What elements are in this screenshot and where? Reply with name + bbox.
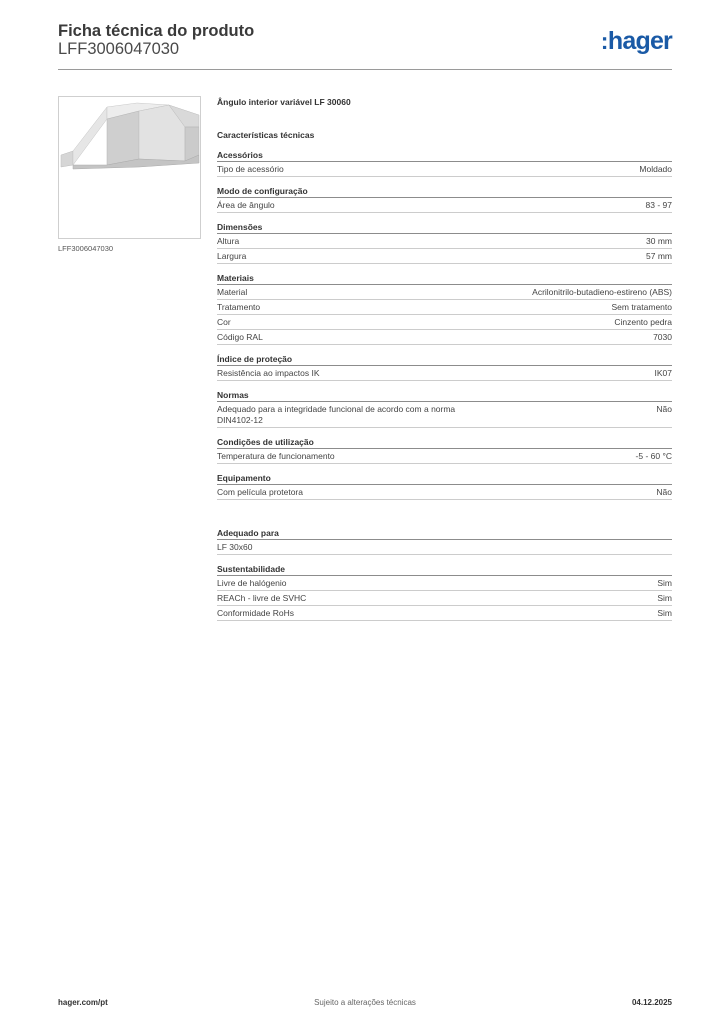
spec-label: Temperatura de funcionamento bbox=[217, 451, 335, 461]
spec-label: Altura bbox=[217, 236, 240, 246]
spec-label: Com película protetora bbox=[217, 487, 303, 497]
spec-section-suitable-for bbox=[217, 527, 672, 555]
logo-mark: : bbox=[600, 27, 608, 54]
spec-value: 83 - 97 bbox=[645, 200, 672, 210]
spec-row bbox=[217, 249, 672, 264]
spec-section-equipment bbox=[217, 472, 672, 500]
spec-value: Sem tratamento bbox=[611, 302, 672, 312]
product-image bbox=[58, 96, 201, 239]
spec-row bbox=[217, 285, 672, 300]
spec-row bbox=[217, 402, 672, 428]
hager-logo bbox=[601, 28, 672, 54]
spec-label: Cor bbox=[217, 317, 231, 327]
spec-label: Tratamento bbox=[217, 302, 261, 312]
spec-section-sustainability bbox=[217, 563, 672, 621]
section-title: Índice de proteção bbox=[217, 353, 672, 366]
spec-row bbox=[217, 485, 672, 500]
spec-section-configuration bbox=[217, 185, 672, 213]
spec-section-protection bbox=[217, 353, 672, 381]
section-title: Adequado para bbox=[217, 527, 672, 540]
spec-section-conditions bbox=[217, 436, 672, 464]
spec-value: Sim bbox=[657, 578, 672, 588]
header-divider bbox=[58, 69, 672, 70]
page-header bbox=[58, 22, 672, 70]
section-title: Sustentabilidade bbox=[217, 563, 672, 576]
spec-value: -5 - 60 °C bbox=[635, 451, 672, 461]
spec-label: Adequado para a integridade funcional de acordo com a norma DIN4102-12 bbox=[217, 404, 456, 425]
spec-row bbox=[217, 315, 672, 330]
spec-label: Largura bbox=[217, 251, 247, 261]
footer-website-link[interactable]: hager.com/pt bbox=[58, 998, 108, 1007]
spec-row bbox=[217, 576, 672, 591]
spec-row bbox=[217, 234, 672, 249]
spec-label: Tipo de acessório bbox=[217, 164, 284, 174]
logo-text: hager bbox=[607, 26, 672, 55]
spec-value: 7030 bbox=[653, 332, 672, 342]
spec-value: IK07 bbox=[654, 368, 672, 378]
page-footer bbox=[58, 998, 672, 1010]
specification-content bbox=[217, 96, 672, 621]
spec-row bbox=[217, 606, 672, 621]
angle-fitting-illustration bbox=[59, 97, 200, 238]
spec-label: LF 30x60 bbox=[217, 542, 253, 552]
image-caption: LFF3006047030 bbox=[58, 244, 114, 253]
spec-row bbox=[217, 330, 672, 345]
spec-label: Conformidade RoHs bbox=[217, 608, 295, 618]
spec-value: Moldado bbox=[639, 164, 672, 174]
section-title: Condições de utilização bbox=[217, 436, 672, 449]
spec-label: Livre de halógenio bbox=[217, 578, 287, 588]
spec-row bbox=[217, 540, 672, 555]
spec-value: Sim bbox=[657, 593, 672, 603]
section-title: Normas bbox=[217, 389, 672, 402]
section-title: Materiais bbox=[217, 272, 672, 285]
spec-label: REACh - livre de SVHC bbox=[217, 593, 307, 603]
section-title: Dimensões bbox=[217, 221, 672, 234]
spec-row bbox=[217, 300, 672, 315]
section-title: Acessórios bbox=[217, 149, 672, 162]
spec-label: Material bbox=[217, 287, 248, 297]
spec-section-standards bbox=[217, 389, 672, 428]
spec-section-materials bbox=[217, 272, 672, 345]
product-title: Ângulo interior variável LF 30060 bbox=[217, 97, 351, 107]
spec-label: Área de ângulo bbox=[217, 200, 275, 210]
spec-value: Acrilonitrilo-butadieno-estireno (ABS) bbox=[532, 287, 672, 297]
spec-row bbox=[217, 366, 672, 381]
document-title: Ficha técnica do produto bbox=[58, 22, 255, 40]
footer-date: 04.12.2025 bbox=[631, 998, 672, 1007]
footer-disclaimer: Sujeito a alterações técnicas bbox=[314, 998, 416, 1007]
spec-row bbox=[217, 591, 672, 606]
spec-value: Não bbox=[656, 404, 672, 414]
spec-value: Cinzento pedra bbox=[614, 317, 672, 327]
spec-value: 57 mm bbox=[646, 251, 672, 261]
section-title: Modo de configuração bbox=[217, 185, 672, 198]
spec-row bbox=[217, 162, 672, 177]
spec-section-accessories bbox=[217, 149, 672, 177]
spec-row bbox=[217, 449, 672, 464]
spec-value: 30 mm bbox=[646, 236, 672, 246]
product-code: LFF3006047030 bbox=[58, 40, 180, 58]
section-title: Equipamento bbox=[217, 472, 672, 485]
spec-section-dimensions bbox=[217, 221, 672, 264]
spec-label: Resistência ao impactos IK bbox=[217, 368, 320, 378]
technical-characteristics-heading: Características técnicas bbox=[217, 130, 315, 140]
spec-row bbox=[217, 198, 672, 213]
spec-label: Código RAL bbox=[217, 332, 263, 342]
spec-value: Não bbox=[656, 487, 672, 497]
spec-value: Sim bbox=[657, 608, 672, 618]
